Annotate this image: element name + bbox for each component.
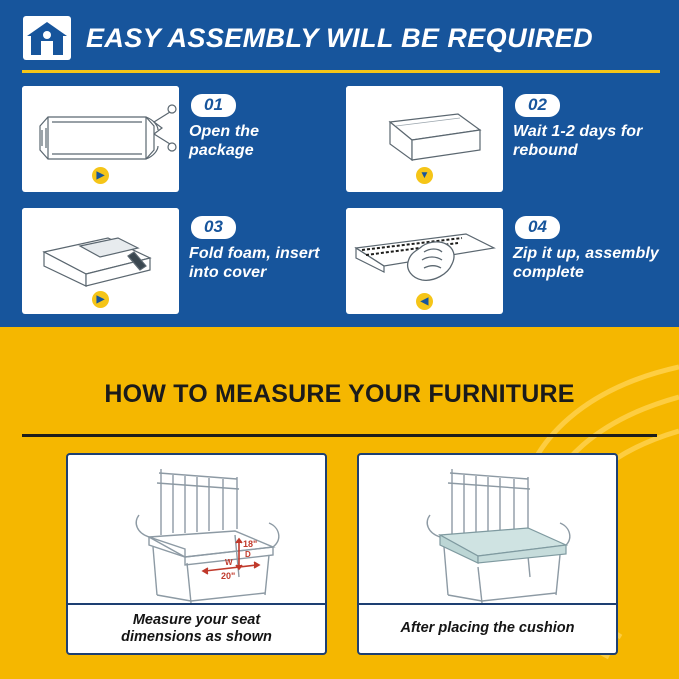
svg-text:20": 20" <box>220 571 235 581</box>
arrow-right-icon: ▶ <box>92 167 109 184</box>
svg-text:W: W <box>224 558 233 567</box>
assembly-step-01 <box>22 86 336 192</box>
arrow-down-icon: ▼ <box>416 167 433 184</box>
step-label-line2: into cover <box>189 263 267 281</box>
assembly-steps <box>22 86 660 314</box>
page-title: EASY ASSEMBLY WILL BE REQUIRED <box>86 22 594 53</box>
measure-title: HOW TO MEASURE YOUR FURNITURE <box>104 380 575 408</box>
measure-card-1-caption <box>68 605 325 653</box>
step-number: 03 <box>191 216 236 239</box>
step-label <box>513 123 660 161</box>
caption-line1: After placing the cushion <box>400 620 575 637</box>
measure-card-2-caption <box>359 605 616 653</box>
assembly-section <box>0 0 679 327</box>
measure-card-1 <box>66 453 327 655</box>
step-label <box>189 123 336 161</box>
assembly-step-04 <box>346 208 660 314</box>
chair-with-measurement-arrows-icon <box>68 455 325 603</box>
step-label-line1: Fold foam, insert <box>189 245 320 262</box>
measure-divider <box>22 434 657 437</box>
step-label-line1: Open the <box>189 123 260 140</box>
hand-zipping-cushion-icon <box>346 208 503 314</box>
step-number: 01 <box>191 94 236 117</box>
assembly-step-04-text <box>503 208 660 314</box>
assembly-step-03 <box>22 208 336 314</box>
step-label-line1: Wait 1-2 days for <box>513 123 643 140</box>
assembly-step-02 <box>346 86 660 192</box>
step-label-line2: rebound <box>513 141 578 159</box>
header-divider <box>22 70 660 73</box>
fold-foam-into-cover-icon <box>22 208 179 314</box>
measure-section <box>0 327 679 679</box>
caption-line2: dimensions as shown <box>121 628 272 645</box>
step-label-line2: package <box>189 141 254 159</box>
assembly-step-01-text <box>179 86 336 192</box>
svg-text:D: D <box>244 550 251 559</box>
assembly-step-03-text <box>179 208 336 314</box>
home-icon <box>22 15 72 61</box>
vacuum-sealed-package-with-scissors-icon <box>22 86 179 192</box>
assembly-header <box>22 12 660 64</box>
svg-text:18": 18" <box>242 539 257 549</box>
step-label-line1: Zip it up, assembly <box>513 245 659 262</box>
caption-line1: Measure your seat <box>132 611 261 628</box>
arrow-left-icon: ◀ <box>416 293 433 310</box>
assembly-step-02-text <box>503 86 660 192</box>
measure-cards <box>66 453 618 655</box>
flat-foam-cushion-icon <box>346 86 503 192</box>
step-number: 04 <box>515 216 560 239</box>
step-number: 02 <box>515 94 560 117</box>
arrow-right-icon: ▶ <box>92 291 109 308</box>
chair-with-cushion-icon <box>359 455 616 603</box>
measure-card-2 <box>357 453 618 655</box>
step-label-line2: complete <box>513 263 585 281</box>
step-label <box>189 245 336 283</box>
step-label <box>513 245 660 283</box>
